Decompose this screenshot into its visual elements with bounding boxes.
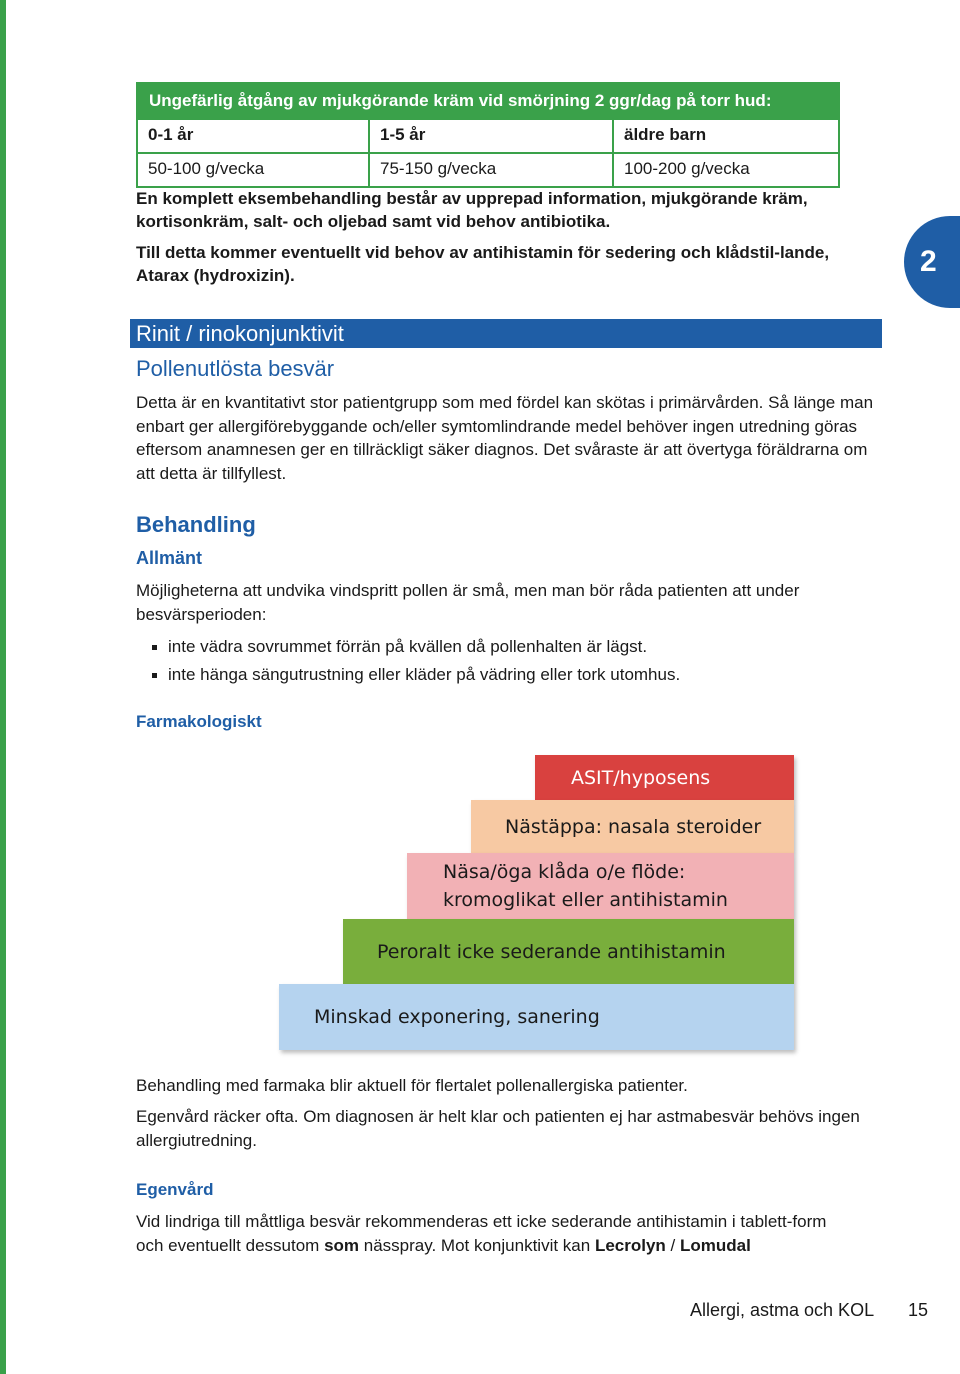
column-header: 1-5 år [368,120,612,152]
list-item-text: inte vädra sovrummet förrän på kvällen då pollenhalten är lägst. [168,637,648,656]
pyramid-level-itching [407,853,794,919]
pyramid-level-antihistamine [343,919,794,984]
antihistamine-note: Till detta kommer eventuellt vid behov av antihistamin för sedering och klådstil-lande, Atarax (hydroxizin). [136,243,830,285]
cream-dosage-table [136,82,840,188]
list-item-text: inte hänga sängutrustning eller kläder på vädring eller tork utomhus. [168,665,681,684]
advice-list [152,633,680,689]
general-paragraph: Möjligheterna att undvika vindspritt pollen är små, men man bör råda patienten att under besvärsperioden: [136,581,800,624]
section-title: Rinit / rinokonjunktivit [130,319,882,348]
pyramid-level-asit [535,755,794,800]
table-header-row [138,118,838,152]
self-care-paragraph: Egenvård räcker ofta. Om diagnosen är helt klar och patienten ej har astmabesvär behövs ingen allergiutredning. [136,1107,860,1150]
table-cell: 50-100 g/vecka [148,159,265,178]
text-run-bold: som [324,1235,360,1255]
table-header: Ungefärlig åtgång av mjukgörande kräm vid smörjning 2 ggr/dag på torr hud: [138,84,838,118]
bullet-icon [152,645,157,650]
pyramid-level-nasal-steroids [471,800,794,853]
footer-title: Allergi, astma och KOL [690,1300,875,1320]
chapter-tab [904,216,960,308]
list-item [152,661,680,689]
pyramid-label: Näsa/öga klåda o/e flöde: kromoglikat eller antihistamin [443,861,728,911]
self-care-text [136,1210,856,1257]
pyramid-label: ASIT/hyposens [571,766,711,789]
table-cell: 100-200 g/vecka [612,154,838,186]
pharmaca-paragraph: Behandling med farmaka blir aktuell för flertalet pollenallergiska patienter. [136,1076,688,1095]
list-item [152,633,680,661]
self-care-heading: Egenvård [136,1180,214,1199]
subsection-title: Pollenutlösta besvär [136,356,335,381]
general-heading: Allmänt [136,548,203,568]
table-cell: 75-150 g/vecka [368,154,612,186]
chapter-number: 2 [920,245,937,278]
table-row [138,152,838,186]
column-header: 0-1 år [148,125,194,144]
text-run: nässpray. Mot konjunktivit kan [359,1235,595,1255]
bullet-icon [152,673,157,678]
pharmacological-heading: Farmakologiskt [136,712,262,731]
pyramid-label: Nästäppa: nasala steroider [505,815,762,838]
text-run-bold: Lecrolyn [594,1235,666,1255]
eczema-treatment-note: En komplett eksembehandling består av upprepad information, mjukgörande kräm, kortisonkräm, salt- och oljebad samt vid behov antibiotika. [136,189,808,231]
text-run: Vid lindriga till måttliga besvär rekommenderas ett icke sederande antihistamin i tablett-form och eventuellt dessutom [136,1212,827,1255]
treatment-heading: Behandling [136,512,256,537]
column-header: äldre barn [612,120,838,152]
pyramid-label: Minskad exponering, sanering [314,1006,600,1028]
text-run: / [665,1235,680,1255]
pyramid-level-exposure [279,984,794,1050]
page-number: 15 [908,1300,929,1320]
left-margin-bar [0,0,6,1374]
intro-paragraph: Detta är en kvantitativt stor patientgrupp som med fördel kan skötas i primärvården. Så länge man enbart ger allergiförebyggande och/eller symtomlindrande medel behöver ingen utredning göras eftersom anamnesen ger en tillräckligt säker diagnos. Det svåraste är att övertyga föräldrarna om att detta är tillfyllest. [136,393,874,483]
pyramid-label: Peroralt icke sederande antihistamin [377,940,726,963]
text-run-bold: Lomudal [679,1235,751,1255]
